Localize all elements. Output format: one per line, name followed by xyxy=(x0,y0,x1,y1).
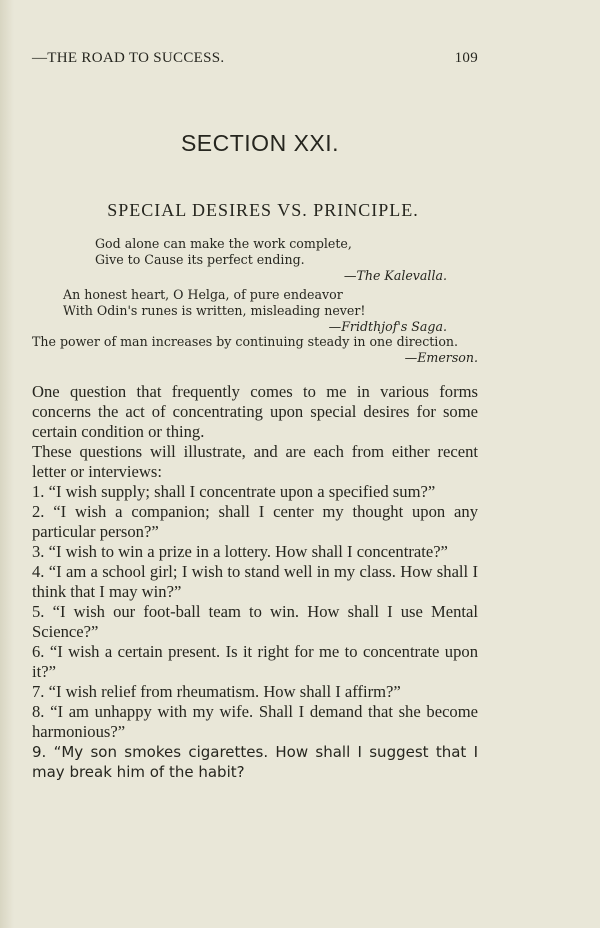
epigraph-fridthjof xyxy=(63,287,447,335)
epigraph-line: With Odin's runes is written, misleading never! xyxy=(63,303,366,318)
question-item: 9. “My son smokes cigarettes. How shall I suggest that I may break him of the habit? xyxy=(32,743,478,781)
epigraph-line: Give to Cause its perfect ending. xyxy=(95,252,305,267)
section-title: SECTION XXI. xyxy=(180,130,340,156)
question-item: 4. “I am a school girl; I wish to stand well in my class. How shall I think that I may win?” xyxy=(32,562,478,601)
running-header xyxy=(32,50,478,67)
body-text xyxy=(32,382,478,782)
epigraph-attribution: —The Kalevalla. xyxy=(343,268,447,283)
running-title: —THE ROAD TO SUCCESS. xyxy=(32,50,225,66)
question-item: 1. “I wish supply; shall I concentrate upon a specified sum?” xyxy=(32,482,436,501)
question-item: 7. “I wish relief from rheumatism. How shall I affirm?” xyxy=(32,682,401,701)
epigraph-emerson xyxy=(32,334,478,366)
paragraph: One question that frequently comes to me in various forms concerns the act of concentrating upon special desires for some certain condition or thing. xyxy=(32,382,478,441)
epigraph-line: The power of man increases by continuing steady in one direction. xyxy=(32,334,459,349)
question-item: 6. “I wish a certain present. Is it right for me to concentrate upon it?” xyxy=(32,642,478,681)
paragraph: These questions will illustrate, and are each from either recent letter or interviews: xyxy=(32,442,478,481)
page-number: 109 xyxy=(454,50,478,66)
epigraph-line: An honest heart, O Helga, of pure endeavor xyxy=(63,287,343,302)
question-item: 3. “I wish to win a prize in a lottery. How shall I concentrate?” xyxy=(32,542,448,561)
epigraph-attribution: —Emerson. xyxy=(404,350,478,365)
question-item: 2. “I wish a companion; shall I center my thought upon any particular person?” xyxy=(32,502,478,541)
question-item: 5. “I wish our foot-ball team to win. How shall I use Mental Science?” xyxy=(32,602,478,641)
epigraph-attribution: —Fridthjof's Saga. xyxy=(328,319,447,334)
epigraph-line: God alone can make the work complete, xyxy=(95,236,352,251)
epigraph-kalevala xyxy=(95,236,447,284)
chapter-subtitle: SPECIAL DESIRES VS. PRINCIPLE. xyxy=(107,200,419,220)
question-item: 8. “I am unhappy with my wife. Shall I demand that she become harmonious?” xyxy=(32,702,478,741)
